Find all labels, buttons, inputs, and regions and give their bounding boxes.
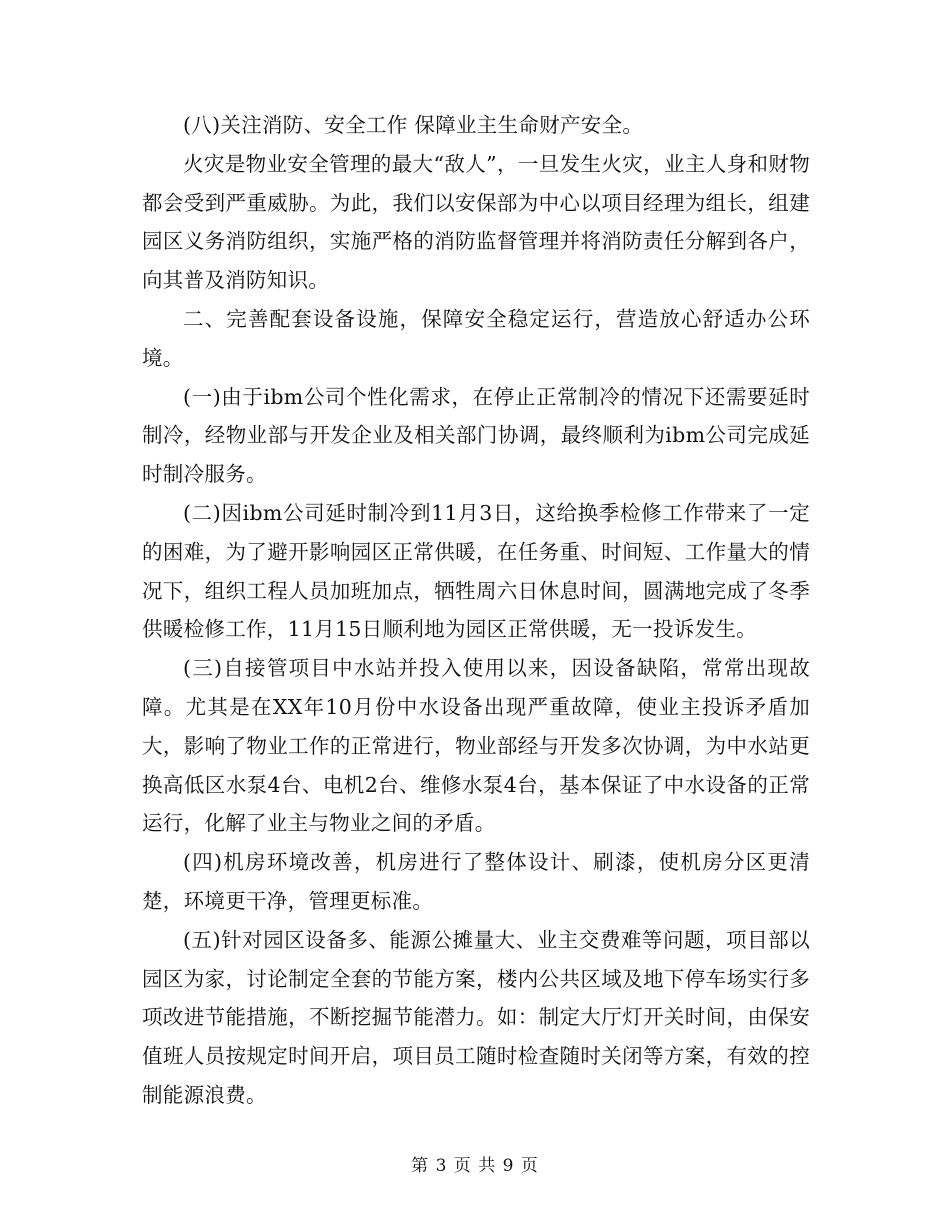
- paragraph-item-4-machine-room: (四)机房环境改善，机房进行了整体设计、刷漆，使机房分区更清楚，环境更干净，管理更标准。: [142, 850, 810, 913]
- paragraph-fire-safety: 火灾是物业安全管理的最大“敌人”，一旦发生火灾，业主人身和财物都会受到严重威胁。为此，我们以安保部为中心以项目经理为组长，组建园区义务消防组织，实施严格的消防监督管理并将消防责任分解到各户，向其普及消防知识。: [142, 151, 810, 293]
- document-body: [142, 106, 810, 1115]
- paragraph-section-2-heading: 二、完善配套设备设施，保障安全稳定运行，营造放心舒适办公环境。: [142, 306, 810, 370]
- paragraph-item-2-heating: (二)因ibm公司延时制冷到11月3日，这给换季检修工作带来了一定的困难，为了避开影响园区正常供暖，在任务重、时间短、工作量大的情况下，组织工程人员加班加点，牺牲周六日休息时间，圆满地完成了冬季供暖检修工作，11月15日顺利地为园区正常供暖，无一投诉发生。: [142, 500, 810, 642]
- paragraph-item-3-water-station: (三)自接管项目中水站并投入使用以来，因设备缺陷，常常出现故障。尤其是在XX年10月份中水设备出现严重故障，使业主投诉矛盾加大，影响了物业工作的正常进行，物业部经与开发多次协调，为中水站更换高低区水泵4台、电机2台、维修水泵4台，基本保证了中水设备的正常运行，化解了业主与物业之间的矛盾。: [142, 656, 810, 836]
- paragraph-item-1-cooling: (一)由于ibm公司个性化需求，在停止正常制冷的情况下还需要延时制冷，经物业部与开发企业及相关部门协调，最终顺利为ibm公司完成延时制冷服务。: [142, 384, 810, 487]
- paragraph-item-5-energy-saving: (五)针对园区设备多、能源公摊量大、业主交费难等问题，项目部以园区为家，讨论制定全套的节能方案，楼内公共区域及地下停车场实行多项改进节能措施，不断挖掘节能潜力。如：制定大厅灯开关时间，由保安值班人员按规定时间开启，项目员工随时检查随时关闭等方案，有效的控制能源浪费。: [142, 927, 810, 1107]
- paragraph-section-8-heading: (八)关注消防、安全工作 保障业主生命财产安全。: [183, 113, 644, 137]
- page-number-footer: 第 3 页 共 9 页: [411, 1156, 539, 1176]
